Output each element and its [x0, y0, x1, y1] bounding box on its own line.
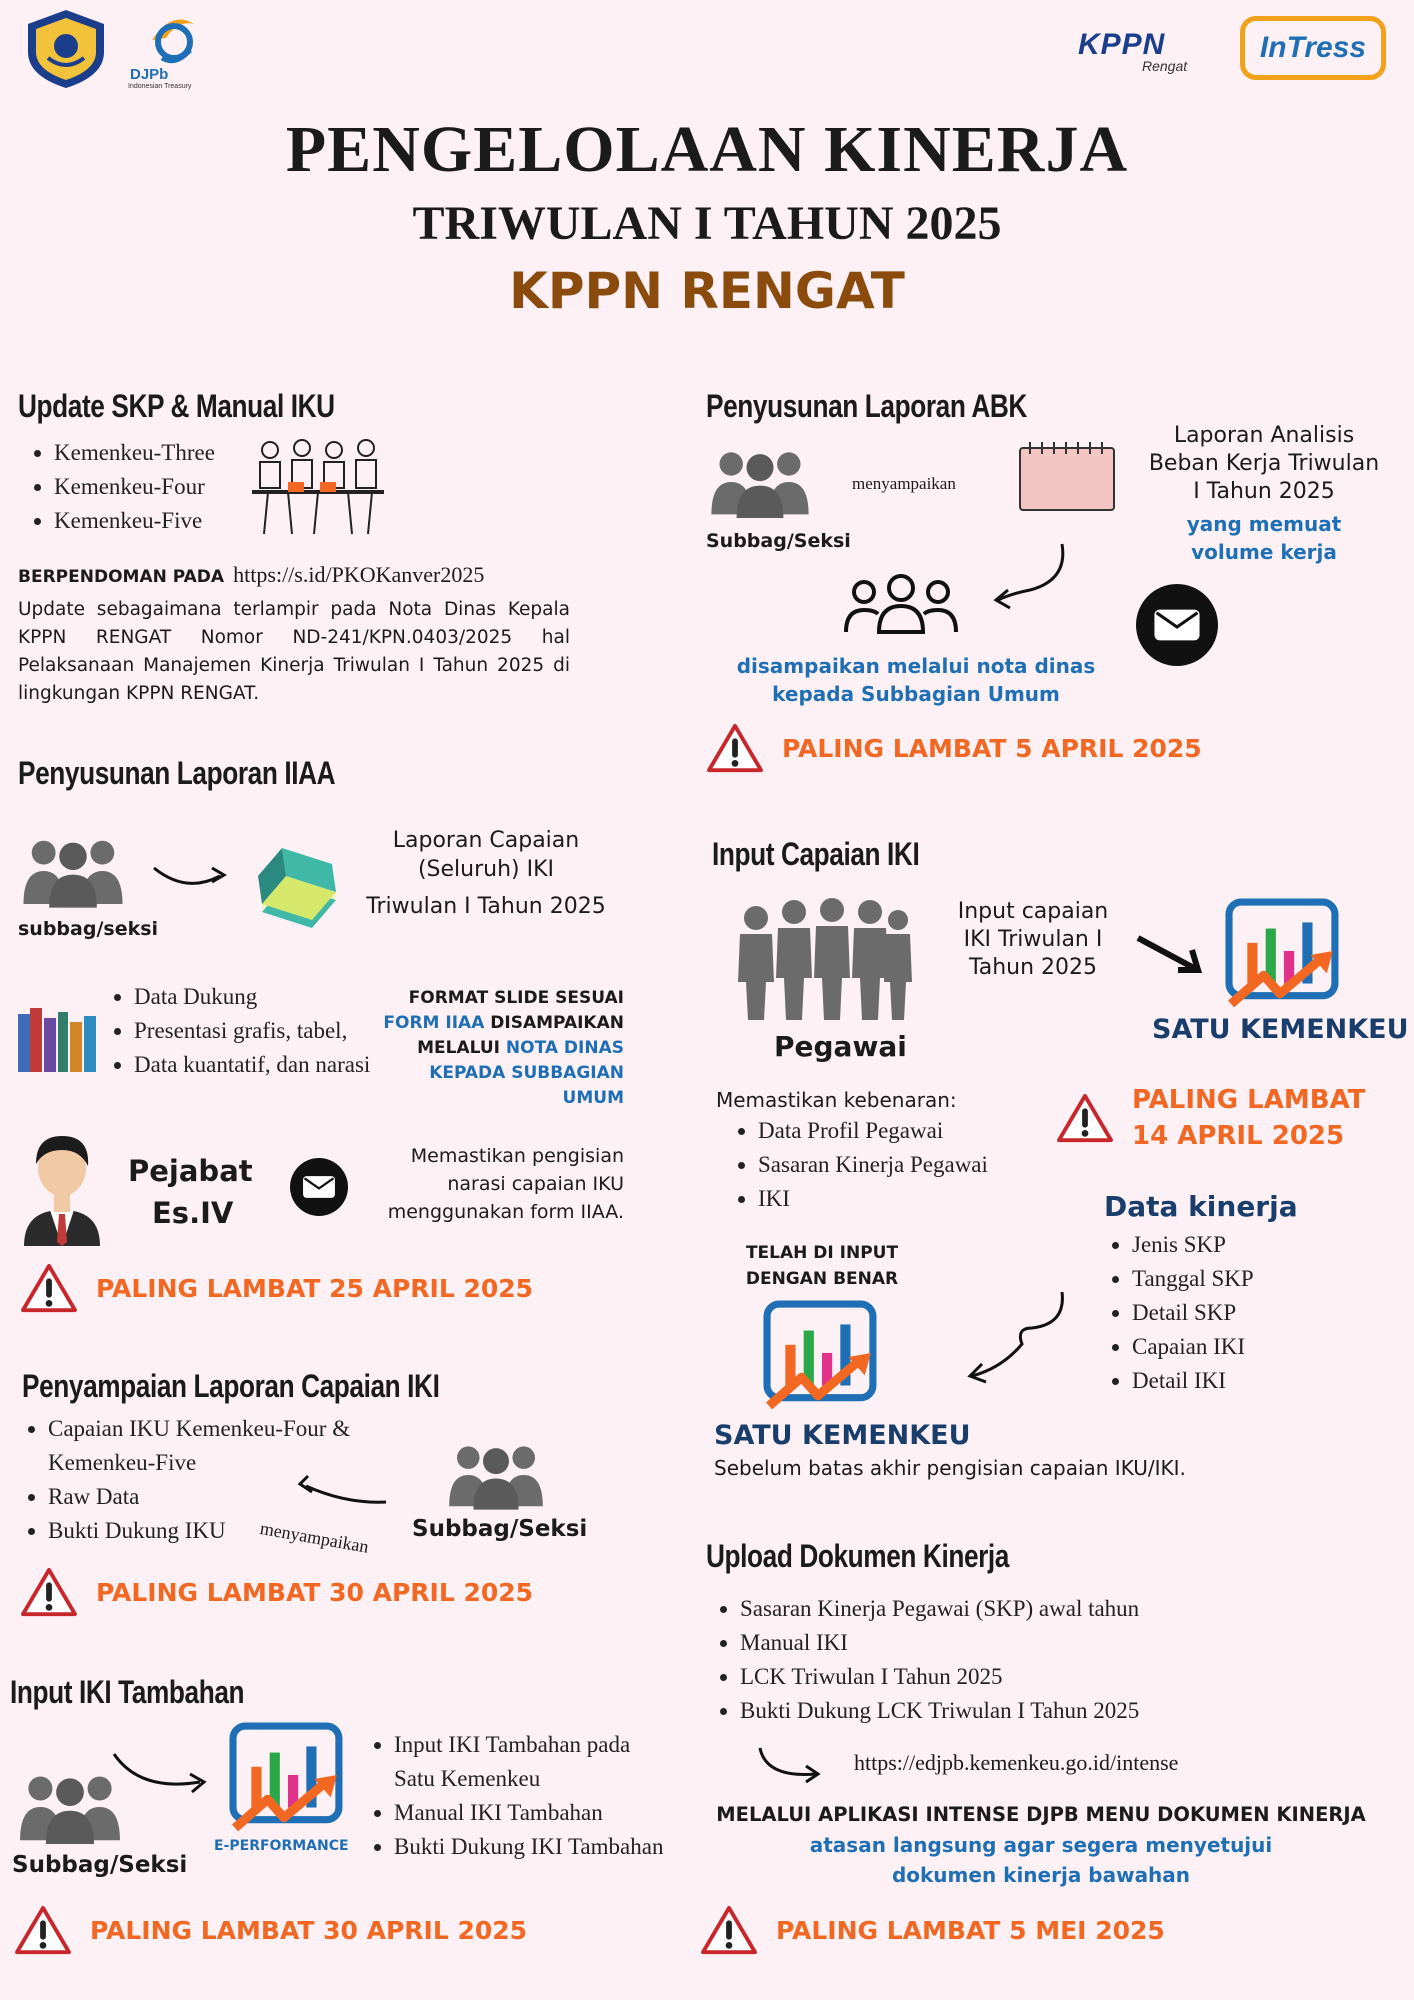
list-item: • Bukti Dukung IKI Tambahan [394, 1830, 674, 1864]
abk-report-line1: Laporan Analisis [1173, 423, 1355, 448]
capaian-task-line3: Tahun 2025 [968, 955, 1098, 980]
tambahan-list [360, 1728, 674, 1864]
skp-list [20, 436, 215, 538]
abk-note-line2: volume kerja [1191, 540, 1337, 564]
satu-kemenkeu-label-2: SATU KEMENKEU [714, 1420, 971, 1451]
list-item: • Kemenkeu-Four [54, 470, 215, 504]
list-item: • Kemenkeu-Three [54, 436, 215, 470]
penyampaian-heading: Penyampaian Laporan Capaian IKI [22, 1368, 440, 1404]
warning-icon [14, 1904, 72, 1956]
abk-actor: Subbag/Seksi [706, 530, 851, 552]
outline-group-icon [842, 572, 960, 640]
satu-kemenkeu-label: SATU KEMENKEU [1152, 1014, 1409, 1045]
page-title: PENGELOLAAN KINERJA [285, 113, 1129, 186]
deadline-text: PALING LAMBAT 25 APRIL 2025 [96, 1273, 534, 1303]
iiaa-report [340, 826, 632, 921]
list-item: • Presentasi grafis, tabel, [134, 1014, 414, 1048]
list-item: • Detail IKI [1132, 1364, 1254, 1398]
tambahan-heading: Input IKI Tambahan [10, 1674, 245, 1710]
office-name: KPPN RENGAT [509, 262, 905, 320]
format-line1: FORMAT SLIDE SESUAI [408, 988, 624, 1008]
abk-report-line3: I Tahun 2025 [1193, 479, 1335, 504]
list-item: • Manual IKI Tambahan [394, 1796, 674, 1830]
upload-note-line2: atasan langsung agar segera menyetujui [809, 1833, 1273, 1857]
iiaa-actor: subbag/seksi [18, 918, 159, 940]
pegawai-label: Pegawai [774, 1030, 907, 1063]
list-item: • Raw Data [48, 1480, 388, 1514]
upload-list [706, 1592, 1139, 1728]
format-line5: UMUM [562, 1088, 624, 1108]
skp-guide-link[interactable]: https://s.id/PKOKanver2025 [233, 562, 485, 587]
list-item: • Data Profil Pegawai [758, 1114, 988, 1148]
abk-send-note [706, 652, 1126, 708]
list-item: • LCK Triwulan I Tahun 2025 [740, 1660, 1139, 1694]
official-avatar [20, 1126, 104, 1250]
list-item: • Data kuantatif, dan narasi [134, 1048, 414, 1082]
official-line1: Pejabat [128, 1154, 253, 1188]
abk-send-line1: disampaikan melalui nota dinas [736, 654, 1096, 678]
book-icon [252, 840, 342, 936]
warning-icon [20, 1566, 78, 1618]
deadline-text: PALING LAMBAT 5 MEI 2025 [776, 1915, 1165, 1945]
meeting-illustration [248, 436, 388, 536]
deadline-text: PALING LAMBAT 30 APRIL 2025 [90, 1915, 528, 1945]
arrow-left-icon [296, 1474, 390, 1512]
intress-logo [1240, 16, 1386, 80]
warning-icon [700, 1904, 758, 1956]
iiaa-report-line1: Laporan Capaian [392, 828, 580, 853]
official-note: Memastikan pengisian narasi capaian IKU menggunakan form IIAA. [387, 1145, 624, 1223]
official-line2: Es.IV [152, 1196, 234, 1230]
skp-guide [18, 562, 484, 588]
arrow-icon [110, 1748, 210, 1800]
upload-note-line3: dokumen kinerja bawahan [891, 1863, 1191, 1887]
list-item: • Input IKI Tambahan pada Satu Kemenkeu [394, 1728, 674, 1796]
djpb-logo [128, 10, 218, 96]
tambahan-actor: Subbag/Seksi [12, 1852, 188, 1878]
kppn-logo-text: KPPN [1078, 28, 1166, 61]
iiaa-heading: Penyusunan Laporan IIAA [18, 755, 336, 791]
abk-group-icon [706, 446, 814, 518]
list-item: • Capaian IKI [1132, 1330, 1254, 1364]
warning-icon [706, 722, 764, 774]
data-kinerja-list [1098, 1228, 1254, 1398]
abk-deadline [706, 722, 1202, 774]
capaian-task-line1: Input capaian [957, 899, 1109, 924]
skp-paragraph: Update sebagaimana terlampir pada Nota Dinas Kepala KPPN RENGAT Nomor ND-241/KPN.0403/2025 hal Pelaksanaan Manajemen Kinerja Triwulan I Tahun 2025 di lingkungan KPPN RENGAT. [18, 599, 570, 704]
deadline-text: PALING LAMBAT 14 APRIL 2025 [1132, 1085, 1366, 1151]
format-line3: MELALUI NOTA DINAS [417, 1038, 624, 1058]
upload-deadline [700, 1904, 1165, 1956]
tambahan-deadline [14, 1904, 527, 1956]
list-item: • Kemenkeu-Five [54, 504, 215, 538]
format-line4: KEPADA SUBBAGIAN [429, 1063, 624, 1083]
capaian-task [928, 898, 1138, 982]
warning-icon [1056, 1092, 1114, 1144]
upload-note-bold: MELALUI APLIKASI INTENSE DJPB MENU DOKUMEN KINERJA [716, 1803, 1366, 1826]
eperformance-chart-icon [226, 1722, 350, 1834]
kppn-logo [1078, 28, 1198, 78]
iiaa-group-icon [18, 834, 128, 908]
djpb-logo-sub: Indonesian Treasury [128, 83, 192, 90]
format-line2: FORM IIAA DISAMPAIKAN [383, 1013, 624, 1033]
eperformance-label: E-PERFORMANCE [214, 1838, 349, 1854]
djpb-logo-text: DJPb [130, 66, 169, 83]
penyampaian-group-icon [444, 1440, 548, 1510]
page-subtitle: TRIWULAN I TAHUN 2025 [412, 197, 1002, 250]
books-icon [14, 1004, 104, 1080]
deadline-text: PALING LAMBAT 30 APRIL 2025 [96, 1577, 534, 1607]
curved-arrow-icon [962, 1288, 1070, 1388]
arrow-icon [756, 1744, 826, 1788]
list-item: • Bukti Dukung LCK Triwulan I Tahun 2025 [740, 1694, 1139, 1728]
arrow-icon [150, 858, 230, 896]
penyampaian-verb: menyampaikan [258, 1518, 371, 1557]
deadline-text: PALING LAMBAT 5 APRIL 2025 [782, 733, 1202, 763]
skp-heading: Update SKP & Manual IKU [18, 388, 335, 424]
capaian-task-line2: IKI Triwulan I [963, 927, 1103, 952]
upload-heading: Upload Dokumen Kinerja [706, 1538, 1009, 1574]
iiaa-report-line2: (Seluruh) IKI [417, 857, 555, 882]
list-item: • IKI [758, 1182, 988, 1216]
list-item: • Capaian IKU Kemenkeu-Four & Kemenkeu-Five [48, 1412, 388, 1480]
abk-send-line2: kepada Subbagian Umum [772, 682, 1060, 706]
ensure-list [724, 1114, 988, 1216]
list-item: • Data Dukung [134, 980, 414, 1014]
abk-report [1130, 422, 1398, 566]
abk-note-line1: yang memuat [1186, 512, 1342, 536]
list-item: • Tanggal SKP [1132, 1262, 1254, 1296]
capaian-footnote: Sebelum batas akhir pengisian capaian IKU/IKI. [714, 1456, 1186, 1480]
official-title [128, 1150, 253, 1234]
list-item: • Jenis SKP [1132, 1228, 1254, 1262]
satu-kemenkeu-chart-icon-2 [760, 1300, 884, 1412]
notepad-icon [1016, 440, 1118, 518]
mail-icon [1136, 584, 1218, 666]
abk-verb: menyampaikan [852, 474, 956, 493]
data-kinerja-heading: Data kinerja [1104, 1190, 1298, 1223]
ensure-label: Memastikan kebenaran: [716, 1088, 957, 1112]
warning-icon [20, 1262, 78, 1314]
abk-heading: Penyusunan Laporan ABK [706, 388, 1027, 424]
capaian-heading: Input Capaian IKI [712, 836, 920, 872]
done-note: TELAH DI INPUT DENGAN BENAR [745, 1243, 899, 1289]
pegawai-group-icon [734, 898, 914, 1028]
upload-note [706, 1800, 1376, 1890]
curved-arrow-icon [990, 540, 1070, 618]
satu-kemenkeu-chart-icon [1222, 898, 1346, 1010]
skp-guide-label: BERPENDOMAN PADA [18, 567, 225, 587]
intense-link[interactable]: https://edjpb.kemenkeu.go.id/intense [854, 1750, 1179, 1775]
kemenkeu-logo [24, 8, 108, 90]
penyampaian-actor: Subbag/Seksi [412, 1516, 588, 1542]
list-item: • Bukti Dukung IKU [48, 1514, 388, 1548]
capaian-deadline [1056, 1082, 1365, 1154]
arrow-icon [1134, 932, 1204, 982]
iiaa-report-line3: Triwulan I Tahun 2025 [366, 894, 606, 919]
list-item: • Detail SKP [1132, 1296, 1254, 1330]
intress-logo-text: InTress [1259, 31, 1367, 64]
list-item: • Manual IKI [740, 1626, 1139, 1660]
list-item: • Sasaran Kinerja Pegawai [758, 1148, 988, 1182]
mail-icon [290, 1158, 348, 1216]
iiaa-deadline [20, 1262, 533, 1314]
iiaa-format-note [366, 986, 624, 1111]
list-item: • Sasaran Kinerja Pegawai (SKP) awal tahun [740, 1592, 1139, 1626]
penyampaian-deadline [20, 1566, 533, 1618]
kppn-logo-sub: Rengat [1142, 58, 1188, 74]
abk-report-line2: Beban Kerja Triwulan [1148, 451, 1380, 476]
